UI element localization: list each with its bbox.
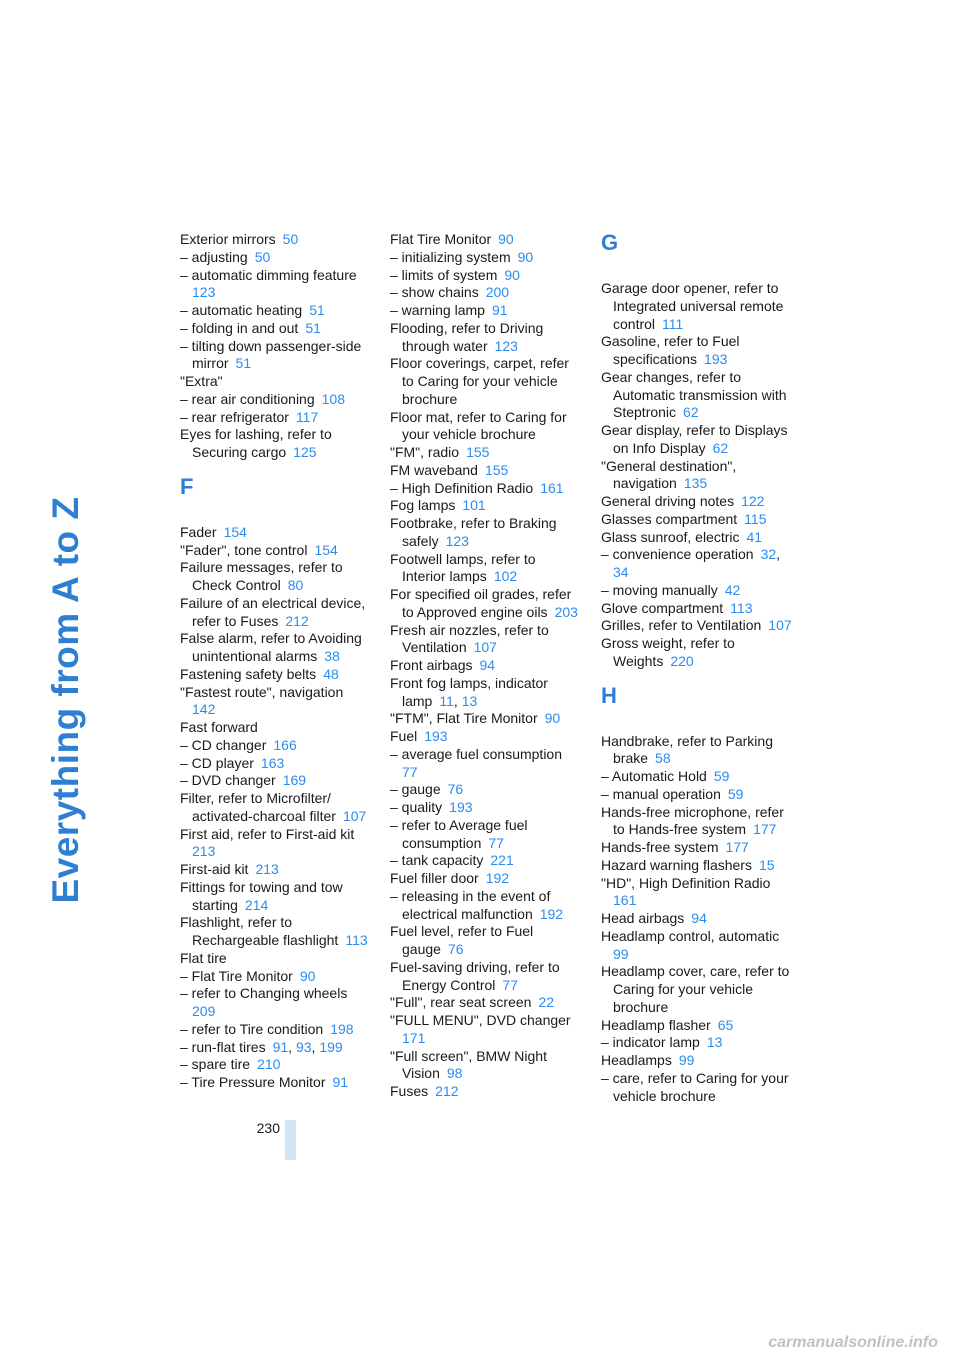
index-entry (601, 928, 793, 964)
index-entry (390, 444, 582, 462)
index-entry (390, 1083, 582, 1101)
index-entry (180, 595, 372, 631)
index-entry (180, 684, 372, 720)
page-reference-link[interactable]: 221 (490, 852, 514, 869)
index-entry-text: – gauge (390, 781, 441, 798)
page-reference-link[interactable]: 65 (717, 1016, 734, 1033)
page-reference-link[interactable]: 90 (504, 266, 520, 283)
index-entry-text: Fresh air nozzles, refer to Ventilation (390, 621, 549, 656)
index-entry-text: Flat Tire Monitor (390, 231, 492, 247)
index-entry-text: General driving notes (601, 493, 735, 509)
page-reference-link[interactable]: 113 (730, 599, 753, 616)
index-entry (390, 480, 582, 498)
index-entry: – run-flat tires 91, 93, 199 (180, 1038, 343, 1055)
index-entry-text: – warning lamp (390, 302, 485, 318)
index-entry-text: – spare tire (180, 1056, 251, 1073)
index-entry (601, 600, 793, 618)
index-entry (180, 302, 372, 320)
index-entry (601, 458, 793, 494)
index-entry (601, 280, 793, 333)
index-entry-text: – moving manually (601, 581, 718, 598)
index-entry-text: Headlamps (601, 1052, 672, 1068)
index-entry (180, 861, 372, 879)
page-reference-link[interactable]: 50 (254, 248, 271, 265)
index-entry-text: "HD", High Definition Radio (601, 874, 771, 891)
index-entry-text: – limits of system (390, 266, 498, 283)
page-reference-link[interactable]: 77 (502, 976, 518, 993)
index-entry (390, 746, 582, 782)
index-entry (390, 409, 582, 445)
index-entry-text: Fuses (390, 1083, 429, 1099)
index-entry (390, 515, 582, 551)
page-reference-link[interactable]: 210 (257, 1056, 281, 1073)
index-entry: – convenience operation 32, 34 (601, 546, 781, 580)
index-entry (180, 338, 372, 374)
index-entry (390, 1048, 582, 1084)
index-entry (390, 852, 582, 870)
index-entry-text: – Automatic Hold (601, 768, 707, 784)
page-reference-link[interactable]: 212 (285, 612, 309, 629)
index-entry-text: First aid, refer to First-aid kit (180, 825, 355, 842)
index-entry (601, 786, 793, 804)
page-reference-link[interactable]: 220 (670, 652, 694, 669)
page-reference-link[interactable]: 171 (402, 1029, 426, 1046)
page-reference-link[interactable]: 209 (192, 1003, 216, 1019)
index-entry-text: For specified oil grades, refer to Approved engine oils (390, 586, 572, 620)
index-entry-text: – releasing in the event of electrical malfunction (390, 887, 551, 922)
index-entry-text: Gear changes, refer to Automatic transmission with Steptronic (601, 368, 787, 421)
index-entry (601, 768, 793, 786)
page-reference-link[interactable]: 212 (435, 1083, 459, 1099)
page-reference-link[interactable]: 38 (324, 648, 340, 664)
index-entry (180, 320, 372, 338)
index-entry (180, 968, 372, 986)
index-entry (601, 1034, 793, 1052)
page-reference-link[interactable]: 93 (295, 1038, 312, 1055)
index-entry-text: Failure messages, refer to Check Control (180, 559, 343, 593)
page-reference-link[interactable]: 59 (713, 768, 730, 784)
index-entry-text: Glasses compartment (601, 510, 738, 527)
page-reference-link[interactable]: 90 (299, 967, 316, 984)
page-reference-link[interactable]: 34 (613, 564, 629, 580)
index-entry (390, 231, 582, 249)
index-entry-text: Fuel filler door (390, 870, 479, 886)
index-entry (390, 799, 582, 817)
index-entry (180, 373, 372, 391)
page-reference-link[interactable]: 125 (293, 444, 317, 460)
page-reference-link[interactable]: 51 (235, 355, 252, 372)
index-entry (601, 529, 793, 547)
index-entry-text: Fader (180, 523, 217, 540)
index-entry (390, 994, 582, 1012)
index-entry-text: Hands-free system (601, 839, 719, 855)
index-entry-text: Fuel (390, 728, 418, 744)
index-entry (180, 879, 372, 915)
index-entry-text: – rear refrigerator (180, 408, 289, 425)
index-entry-text: – rear air conditioning (180, 390, 315, 407)
page-reference-link[interactable]: 90 (517, 248, 534, 265)
index-entry (601, 1017, 793, 1035)
index-entry-text: – Flat Tire Monitor (180, 967, 293, 984)
index-entry (601, 635, 793, 671)
index-entry-text: – Tire Pressure Monitor (180, 1074, 326, 1090)
index-entry (180, 772, 372, 790)
index-entry (180, 1021, 372, 1039)
side-title: Everything from A to Z (45, 496, 86, 904)
page-reference-link[interactable]: 177 (753, 821, 777, 838)
index-entry-text: False alarm, refer to Avoiding unintentional alarms (180, 630, 362, 664)
page-reference-link[interactable]: 200 (485, 284, 510, 301)
index-entry-text: "General destination", navigation (601, 457, 737, 492)
index-entry-text: – CD player (180, 754, 254, 771)
page-reference-link[interactable]: 51 (305, 319, 321, 336)
index-entry-text: Glass sunroof, electric (601, 528, 740, 545)
index-column-3 (601, 231, 793, 1105)
page-reference-link[interactable]: 91 (272, 1038, 289, 1055)
index-entry-text: – indicator lamp (601, 1034, 700, 1051)
index-entry-text: – manual operation (601, 785, 721, 802)
index-entry (180, 950, 372, 968)
index-entry-text: – DVD changer (180, 772, 276, 789)
page-reference-link[interactable]: 122 (741, 493, 765, 509)
index-entry (601, 582, 793, 600)
index-entry (180, 666, 372, 684)
index-entry (601, 963, 793, 1016)
index-entry (180, 790, 372, 826)
index-entry-text: Fog lamps (390, 497, 456, 514)
index-entry-text: – quality (390, 799, 443, 815)
page-reference-link[interactable]: 198 (330, 1020, 354, 1037)
index-entry-text: Headlamp cover, care, refer to Caring for your vehicle brochure (601, 963, 790, 1015)
page-reference-link[interactable]: 77 (488, 834, 504, 851)
index-entry-text: Fast forward (180, 719, 258, 735)
index-entry (390, 622, 582, 658)
index-entry-text: Floor mat, refer to Caring for your vehicle brochure (390, 408, 567, 443)
page-reference-link[interactable]: 113 (345, 932, 368, 948)
page-reference-link[interactable]: 76 (447, 781, 464, 798)
section-letter-g: G (601, 230, 619, 255)
index-entry (390, 355, 582, 408)
page-reference-link[interactable]: 123 (192, 284, 216, 301)
index-entry (601, 804, 793, 840)
index-entry (390, 888, 582, 924)
index-entry-text: Garage door opener, refer to Integrated universal remote control (601, 280, 784, 332)
page-reference-link[interactable]: 199 (319, 1038, 343, 1055)
page-reference-link[interactable]: 94 (691, 910, 707, 926)
index-entry-text: – care, refer to Caring for your vehicle brochure (601, 1069, 789, 1104)
index-entry-text: – CD changer (180, 736, 267, 753)
index-entry (601, 910, 793, 928)
page-reference-link[interactable]: 101 (462, 497, 486, 514)
page-reference-link[interactable]: 155 (484, 461, 509, 478)
page-reference-link[interactable]: 42 (724, 581, 741, 598)
index-entry-text: Glove compartment (601, 599, 724, 616)
page-reference-link[interactable]: 58 (655, 750, 671, 767)
index-entry (180, 914, 372, 950)
page-reference-link[interactable]: 51 (309, 302, 325, 318)
index-entry (601, 617, 793, 635)
index-entry-text: Filter, refer to Microfilter/ activated-charcoal filter (180, 790, 336, 824)
index-entry-text: First-aid kit (180, 861, 249, 877)
page-reference-link[interactable]: 13 (706, 1034, 723, 1051)
index-entry-text: Hands-free microphone, refer to Hands-free system (601, 803, 784, 838)
page-reference-link[interactable]: 163 (260, 754, 285, 771)
index-entry-text: Floor coverings, carpet, refer to Caring for your vehicle brochure (390, 355, 569, 407)
page-reference-link[interactable]: 99 (678, 1052, 695, 1068)
index-entry-text: Handbrake, refer to Parking brake (601, 732, 773, 767)
index-entry (180, 524, 372, 542)
page-marker-bar (285, 1120, 296, 1160)
index-entry: Front fog lamps, indicator lamp 11, 13 (390, 674, 548, 709)
index-entry (180, 409, 372, 427)
index-entry (601, 369, 793, 422)
index-entry-text: – High Definition Radio (390, 479, 534, 496)
page-reference-link[interactable]: 203 (554, 603, 578, 620)
page-reference-link[interactable]: 50 (282, 231, 299, 247)
index-entry-text: Headlamp control, automatic (601, 927, 780, 944)
page-reference-link[interactable]: 102 (493, 568, 518, 585)
index-entry-text: Fuel-saving driving, refer to Energy Control (390, 958, 560, 993)
index-entry-text: Footwell lamps, refer to Interior lamps (390, 550, 536, 585)
index-entry (601, 1052, 793, 1070)
index-entry (180, 719, 372, 737)
index-entry-text: – refer to Tire condition (180, 1020, 324, 1037)
page-reference-link[interactable]: 59 (727, 785, 744, 802)
page-reference-link[interactable]: 115 (744, 510, 767, 527)
index-entry-text: "FM", radio (390, 444, 460, 460)
page-reference-link[interactable]: 193 (424, 728, 448, 744)
index-entry-text: – refer to Changing wheels (180, 985, 348, 1002)
index-entry (601, 333, 793, 369)
index-entry-text: Flat tire (180, 949, 227, 966)
index-entry (180, 426, 372, 462)
index-entry (390, 728, 582, 746)
page-reference-link[interactable]: 111 (662, 315, 684, 332)
index-entry-text: – folding in and out (180, 319, 299, 336)
index-entry-text: – automatic heating (180, 302, 303, 318)
index-entry-text: Front fog lamps, indicator lamp (390, 674, 548, 709)
index-entry (390, 249, 582, 267)
index-entry-text: – average fuel consumption (390, 745, 562, 762)
index-entry (180, 1074, 372, 1092)
page-reference-link[interactable]: 48 (323, 665, 339, 682)
page-reference-link[interactable]: 117 (295, 408, 319, 425)
index-entry (180, 826, 372, 862)
page-reference-link[interactable]: 166 (273, 736, 297, 753)
page-reference-link[interactable]: 213 (192, 843, 216, 860)
index-entry (180, 391, 372, 409)
index-entry-text: – run-flat tires (180, 1038, 266, 1055)
index-entry-text: "FULL MENU", DVD changer (390, 1012, 571, 1028)
page-reference-link[interactable]: 94 (479, 657, 496, 673)
index-entry (390, 710, 582, 728)
index-entry (180, 231, 372, 249)
page-reference-link[interactable]: 90 (544, 710, 561, 727)
index-entry-text: – automatic dimming feature (180, 266, 357, 283)
index-entry-text: Fittings for towing and tow starting (180, 878, 343, 913)
index-entry-text: Fuel level, refer to Fuel gauge (390, 923, 534, 957)
page-reference-link[interactable]: 193 (449, 799, 473, 815)
page-reference-link[interactable]: 91 (332, 1074, 349, 1090)
index-entry-text: Hazard warning flashers (601, 856, 752, 873)
page-reference-link[interactable]: 91 (491, 302, 508, 318)
index-entry (601, 857, 793, 875)
index-entry-text: – show chains (390, 284, 479, 301)
index-entry-text: – adjusting (180, 248, 248, 265)
index-entry-text: "Full", rear seat screen (390, 994, 532, 1011)
watermark: carmanualsonline.info (768, 1334, 938, 1351)
index-entry-text: – convenience operation (601, 546, 754, 563)
page-reference-link[interactable]: 76 (447, 941, 464, 957)
page-reference-link[interactable]: 142 (192, 701, 216, 718)
index-entry-text: Flooding, refer to Driving through water (390, 319, 544, 354)
index-entry (180, 985, 372, 1021)
index-entry (390, 586, 582, 622)
index-entry (390, 781, 582, 799)
index-entry (180, 267, 372, 303)
index-entry-text: Headlamp flasher (601, 1016, 711, 1033)
page-reference-link[interactable]: 15 (758, 856, 775, 873)
index-entry (601, 511, 793, 529)
index-entry-text: "Extra" (180, 373, 223, 389)
index-entry (180, 542, 372, 560)
page-reference-link[interactable]: 80 (287, 577, 304, 593)
index-entry (390, 959, 582, 995)
page-reference-link[interactable]: 62 (712, 439, 729, 456)
page-reference-link[interactable]: 107 (473, 639, 497, 656)
index-entry-text: Grilles, refer to Ventilation (601, 617, 762, 634)
index-entry (390, 817, 582, 853)
page-reference-link[interactable]: 161 (613, 892, 637, 909)
page-reference-link[interactable]: 213 (255, 861, 279, 877)
index-entry-text: Front airbags (390, 657, 473, 673)
page-reference-link[interactable]: 123 (445, 532, 469, 549)
page-reference-link[interactable]: 161 (540, 479, 564, 496)
page-number: 230 (256, 1120, 280, 1136)
page-reference-link[interactable]: 13 (461, 692, 478, 709)
index-entry-text: Failure of an electrical device, refer to Fuses (180, 594, 366, 629)
index-entry (390, 267, 582, 285)
index-entry-text: "Full screen", BMW Night Vision (390, 1047, 547, 1082)
page-reference-link[interactable]: 90 (498, 231, 514, 247)
page-reference-link[interactable]: 107 (768, 617, 792, 634)
index-entry (601, 422, 793, 458)
page-reference-link[interactable]: 98 (446, 1065, 463, 1082)
index-entry (180, 755, 372, 773)
index-entry-text: "Fader", tone control (180, 541, 308, 558)
index-entry (390, 284, 582, 302)
index-entry (601, 839, 793, 857)
index-entry (180, 1056, 372, 1074)
page-reference-link[interactable]: 169 (282, 772, 307, 789)
page-reference-link[interactable]: 177 (725, 839, 749, 855)
page-reference-link[interactable]: 123 (494, 337, 518, 354)
section-letter-h: H (601, 682, 617, 708)
index-entry-text: – refer to Average fuel consumption (390, 816, 528, 851)
index-column-2 (390, 231, 582, 1101)
index-entry-text: Gross weight, refer to Weights (601, 635, 735, 669)
index-entry (601, 733, 793, 769)
page-reference-link[interactable]: 155 (466, 444, 490, 460)
index-entry-text: Head airbags (601, 910, 685, 926)
index-entry-text: Exterior mirrors (180, 231, 276, 247)
index-column-1 (180, 231, 372, 1092)
index-entry (180, 249, 372, 267)
page-reference-link[interactable]: 32 (760, 546, 777, 563)
index-entry (180, 737, 372, 755)
index-entry-text: Eyes for lashing, refer to Securing cargo (180, 426, 332, 460)
index-entry (390, 1012, 582, 1048)
page-reference-link[interactable]: 22 (538, 994, 555, 1011)
page-reference-link[interactable]: 154 (223, 523, 247, 540)
index-entry (390, 870, 582, 888)
index-entry-text: Fastening safety belts (180, 665, 317, 682)
index-entry-text: "FTM", Flat Tire Monitor (390, 710, 538, 727)
page-reference-link[interactable]: 62 (683, 404, 699, 421)
index-entry (390, 302, 582, 320)
index-entry-text: – initializing system (390, 248, 511, 265)
index-entry-text: Flashlight, refer to Rechargeable flashlight (180, 914, 339, 948)
page-reference-link[interactable]: 135 (683, 475, 708, 492)
page-reference-link[interactable]: 193 (704, 351, 728, 367)
page-reference-link[interactable]: 99 (613, 945, 629, 962)
page-reference-link[interactable]: 108 (321, 390, 345, 407)
index-entry (390, 497, 582, 515)
index-entry (601, 493, 793, 511)
index-entry (390, 551, 582, 587)
index-entry (390, 657, 582, 675)
page-reference-link[interactable]: 192 (539, 905, 564, 922)
page-reference-link[interactable]: 192 (485, 870, 510, 886)
page-reference-link[interactable]: 154 (314, 541, 338, 558)
page-reference-link[interactable]: 107 (342, 807, 367, 824)
index-entry (180, 559, 372, 595)
index-entry-text: – tilting down passenger-side mirror (180, 337, 362, 372)
index-entry (601, 1070, 793, 1106)
index-entry (180, 630, 372, 666)
section-letter-f: F (180, 473, 194, 499)
page-reference-link[interactable]: 214 (244, 896, 269, 913)
index-entry (601, 875, 793, 911)
index-entry (390, 923, 582, 959)
page-reference-link[interactable]: 41 (746, 528, 763, 545)
page-reference-link[interactable]: 11 (439, 692, 454, 709)
index-entry-text: – tank capacity (390, 852, 484, 869)
index-entry (390, 462, 582, 480)
index-entry (390, 320, 582, 356)
index-entry-text: "Fastest route", navigation (180, 683, 344, 700)
index-entry-text: Footbrake, refer to Braking safely (390, 515, 557, 549)
index-entry-text: Gear display, refer to Displays on Info Display (601, 422, 788, 456)
index-entry-text: FM waveband (390, 461, 478, 478)
index-entry-text: Gasoline, refer to Fuel specifications (601, 333, 740, 367)
page-reference-link[interactable]: 77 (402, 763, 418, 780)
